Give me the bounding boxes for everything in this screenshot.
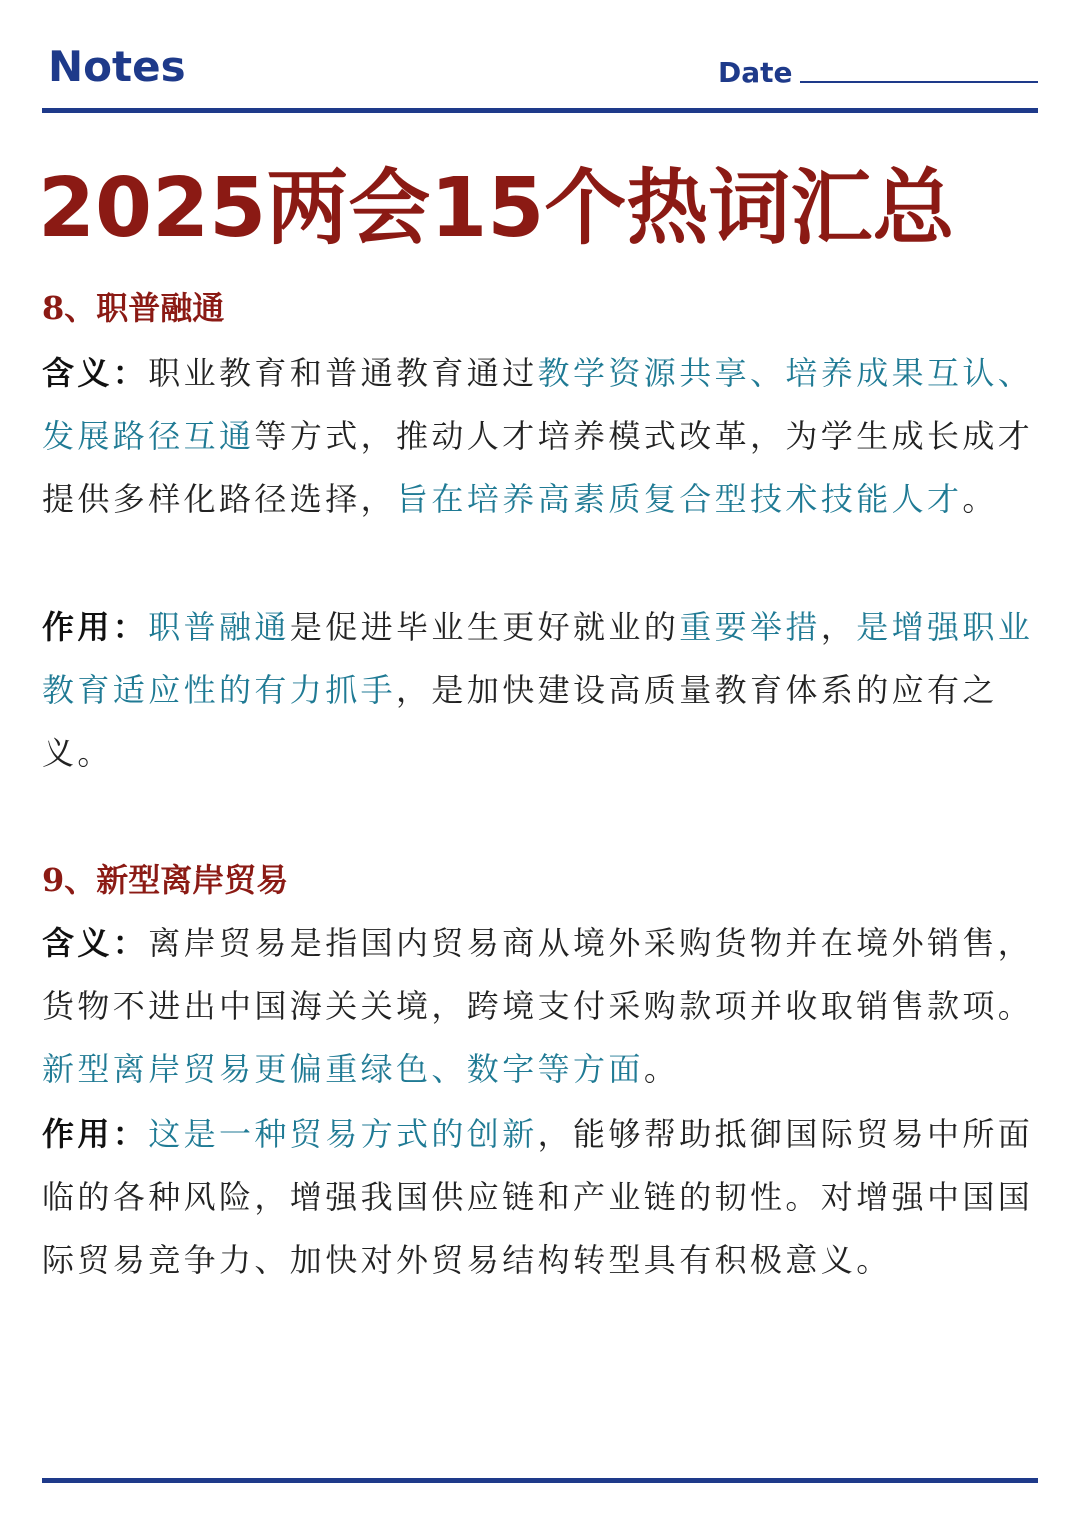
footer-rule xyxy=(42,1478,1038,1483)
highlight-text: 新型离岸贸易更偏重绿色、数字等方面 xyxy=(42,1050,644,1088)
effect-text: ， xyxy=(820,608,857,646)
highlight-text: 这是一种贸易方式的创新 xyxy=(148,1115,538,1153)
section-heading-8: 8、职普融通 xyxy=(42,289,225,327)
meaning-text: 等方式，推动人才培养模式改革，为学生成长成才提供多样化路径选择， xyxy=(42,417,1034,518)
meaning-text: 职业教育和普通教育通过 xyxy=(148,354,538,392)
highlight-text: 旨在培养高素质复合型技术技能人才 xyxy=(396,480,963,518)
meaning-label: 含义： xyxy=(42,354,149,392)
effect-text: ，能够帮助抵御国际贸易中所面临的各种风险，增强我国供应链和产业链的韧性。对增强中国国际贸易竞争力、加快对外贸易结构转型具有积极意义。 xyxy=(42,1115,1034,1279)
section-9-effect xyxy=(42,1103,1042,1292)
page-title: 2025两会15个热词汇总 xyxy=(38,161,955,256)
highlight-text: 教学资源共享、培养成果互认、发展路径互通 xyxy=(42,354,1034,455)
effect-label: 作用： xyxy=(42,1115,149,1153)
highlight-text: 是增强职业教育适应性的有力抓手 xyxy=(42,608,1034,709)
meaning-text: 离岸贸易是指国内贸易商从境外采购货物并在境外销售，货物不进出中国海关关境，跨境支付采购款项并收取销售款项。 xyxy=(42,924,1034,1025)
highlight-text: 重要举措 xyxy=(679,608,821,646)
meaning-label: 含义： xyxy=(42,924,149,962)
section-8-effect xyxy=(42,596,1042,785)
section-8-meaning xyxy=(42,342,1042,531)
effect-text: 是促进毕业生更好就业的 xyxy=(289,608,680,646)
header-rule xyxy=(42,108,1038,113)
section-heading-9: 9、新型离岸贸易 xyxy=(42,861,289,899)
highlight-text: 职普融通 xyxy=(148,608,290,646)
notes-title: Notes xyxy=(48,42,186,91)
section-9-meaning xyxy=(42,912,1042,1101)
date-label: Date xyxy=(718,56,793,89)
meaning-text: 。 xyxy=(962,480,998,518)
effect-label: 作用： xyxy=(42,608,149,646)
meaning-text: 。 xyxy=(643,1050,680,1088)
effect-text: ，是加快建设高质量教育体系的应有之义。 xyxy=(42,671,998,772)
date-underline xyxy=(800,81,1038,83)
